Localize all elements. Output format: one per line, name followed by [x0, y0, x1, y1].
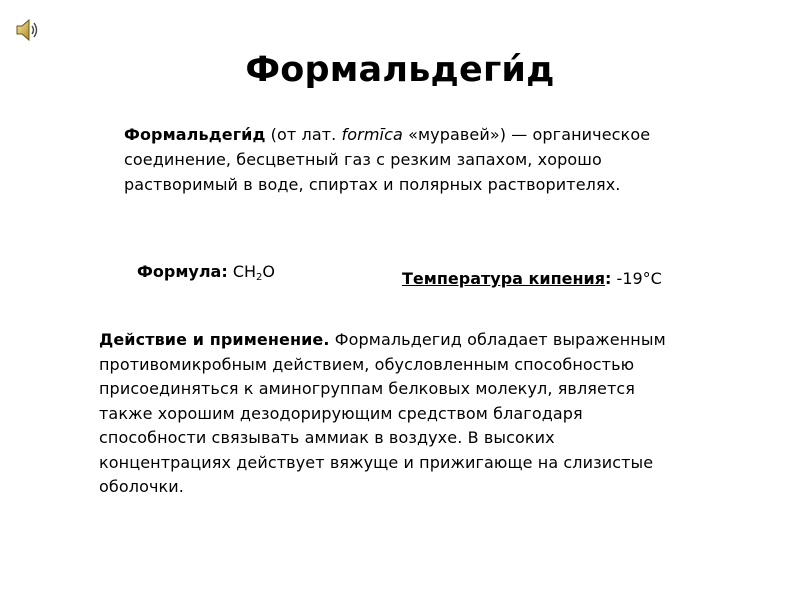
speaker-icon[interactable] — [14, 16, 42, 44]
page-title: Формальдеги́д — [245, 50, 555, 90]
intro-latin-word: formīca — [341, 125, 403, 144]
intro-origin-rest: «муравей») — органическое соединение, бесцветный газ с резким запахом, хорошо растворимый в воде, спиртах и полярных растворителях. — [124, 125, 651, 194]
boiling-colon: : — [605, 269, 612, 288]
action-paragraph — [99, 328, 689, 500]
intro-origin-prefix: (от лат. — [265, 125, 342, 144]
formula-subscript: 2 — [256, 272, 263, 283]
formula-label: Формула: — [137, 262, 228, 281]
action-heading: Действие и применение. — [99, 330, 330, 349]
intro-term: Формальдеги́д — [124, 125, 266, 144]
formula-o: O — [262, 262, 275, 281]
action-text: Формальдегид обладает выраженным противомикробным действием, обусловленным способностью присоединяться к аминогруппам белковых молекул, является также хорошим дезодорирующим средством благодаря способности связывать аммиак в воздухе. В высоких концентрациях действует вяжуще и прижигающе на слизистые оболочки. — [99, 330, 666, 496]
intro-paragraph — [124, 122, 714, 197]
boiling-label: Температура кипения — [402, 269, 606, 288]
formula-block — [137, 261, 275, 283]
formula-ch: CH — [232, 262, 257, 281]
boiling-point-block — [402, 268, 662, 290]
boiling-value: -19°C — [616, 269, 662, 288]
